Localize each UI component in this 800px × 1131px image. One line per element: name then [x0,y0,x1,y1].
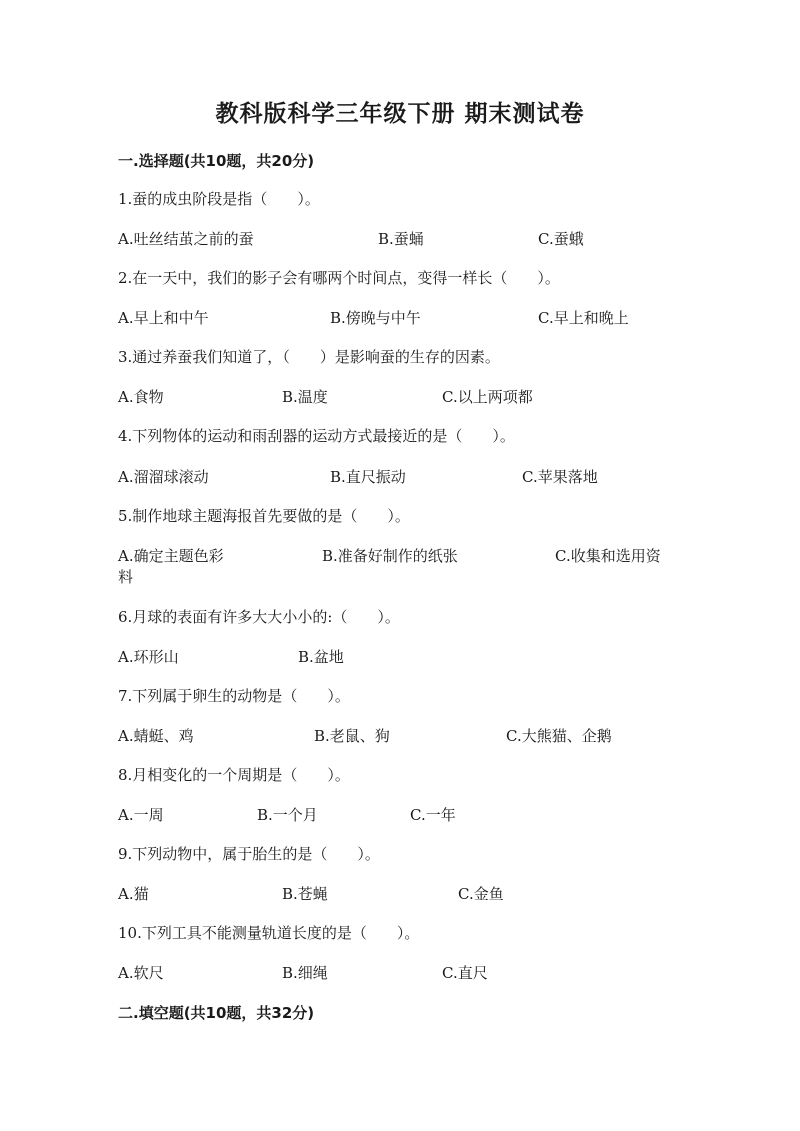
section-heading-choice: 一.选择题(共10题，共20分) [118,152,315,170]
q10-option-b: B.细绳 [282,964,328,982]
question-2: 2.在一天中，我们的影子会有哪两个时间点，变得一样长（ ）。 [118,269,560,287]
q8-option-a: A.一周 [118,806,164,824]
q7-option-b: B.老鼠、狗 [314,727,390,745]
q7-option-a: A.蜻蜓、鸡 [118,727,194,745]
q10-option-c: C.直尺 [442,964,488,982]
q3-option-c: C.以上两项都 [442,388,533,406]
question-5: 5.制作地球主题海报首先要做的是（ ）。 [118,507,410,525]
q6-option-b: B.盆地 [298,648,344,666]
q10-option-a: A.软尺 [118,964,164,982]
q6-option-a: A.环形山 [118,648,179,666]
q7-option-c: C.大熊猫、企鹅 [506,727,612,745]
q4-option-c: C.苹果落地 [522,468,598,486]
question-6: 6.月球的表面有许多大大小小的:（ ）。 [118,608,400,626]
q1-option-b: B.蚕蛹 [378,230,424,248]
q9-option-b: B.苍蝇 [282,885,328,903]
section-heading-fill: 二.填空题(共10题，共32分) [118,1004,315,1022]
q5-option-a: A.确定主题色彩 [118,547,224,565]
question-10: 10.下列工具不能测量轨道长度的是（ ）。 [118,924,420,942]
q2-option-c: C.早上和晚上 [538,309,629,327]
q1-option-c: C.蚕蛾 [538,230,584,248]
question-1: 1.蚕的成虫阶段是指（ ）。 [118,190,320,208]
q9-option-a: A.猫 [118,885,149,903]
q5-option-c: C.收集和选用资 [555,547,661,565]
q3-option-a: A.食物 [118,388,164,406]
q2-option-a: A.早上和中午 [118,309,209,327]
question-3: 3.通过养蚕我们知道了，（ ）是影响蚕的生存的因素。 [118,348,500,366]
q5-option-c-wrap: 料 [118,568,134,586]
q8-option-b: B.一个月 [257,806,318,824]
page-title: 教科版科学三年级下册 期末测试卷 [215,101,585,127]
q9-option-c: C.金鱼 [458,885,504,903]
q8-option-c: C.一年 [410,806,456,824]
q3-option-b: B.温度 [282,388,328,406]
question-7: 7.下列属于卵生的动物是（ ）。 [118,687,350,705]
question-4: 4.下列物体的运动和雨刮器的运动方式最接近的是（ ）。 [118,427,515,445]
q5-option-b: B.准备好制作的纸张 [322,547,458,565]
question-9: 9.下列动物中，属于胎生的是（ ）。 [118,845,380,863]
q2-option-b: B.傍晚与中午 [330,309,421,327]
q4-option-b: B.直尺振动 [330,468,406,486]
q1-option-a: A.吐丝结茧之前的蚕 [118,230,254,248]
question-8: 8.月相变化的一个周期是（ ）。 [118,766,350,784]
q4-option-a: A.溜溜球滚动 [118,468,209,486]
